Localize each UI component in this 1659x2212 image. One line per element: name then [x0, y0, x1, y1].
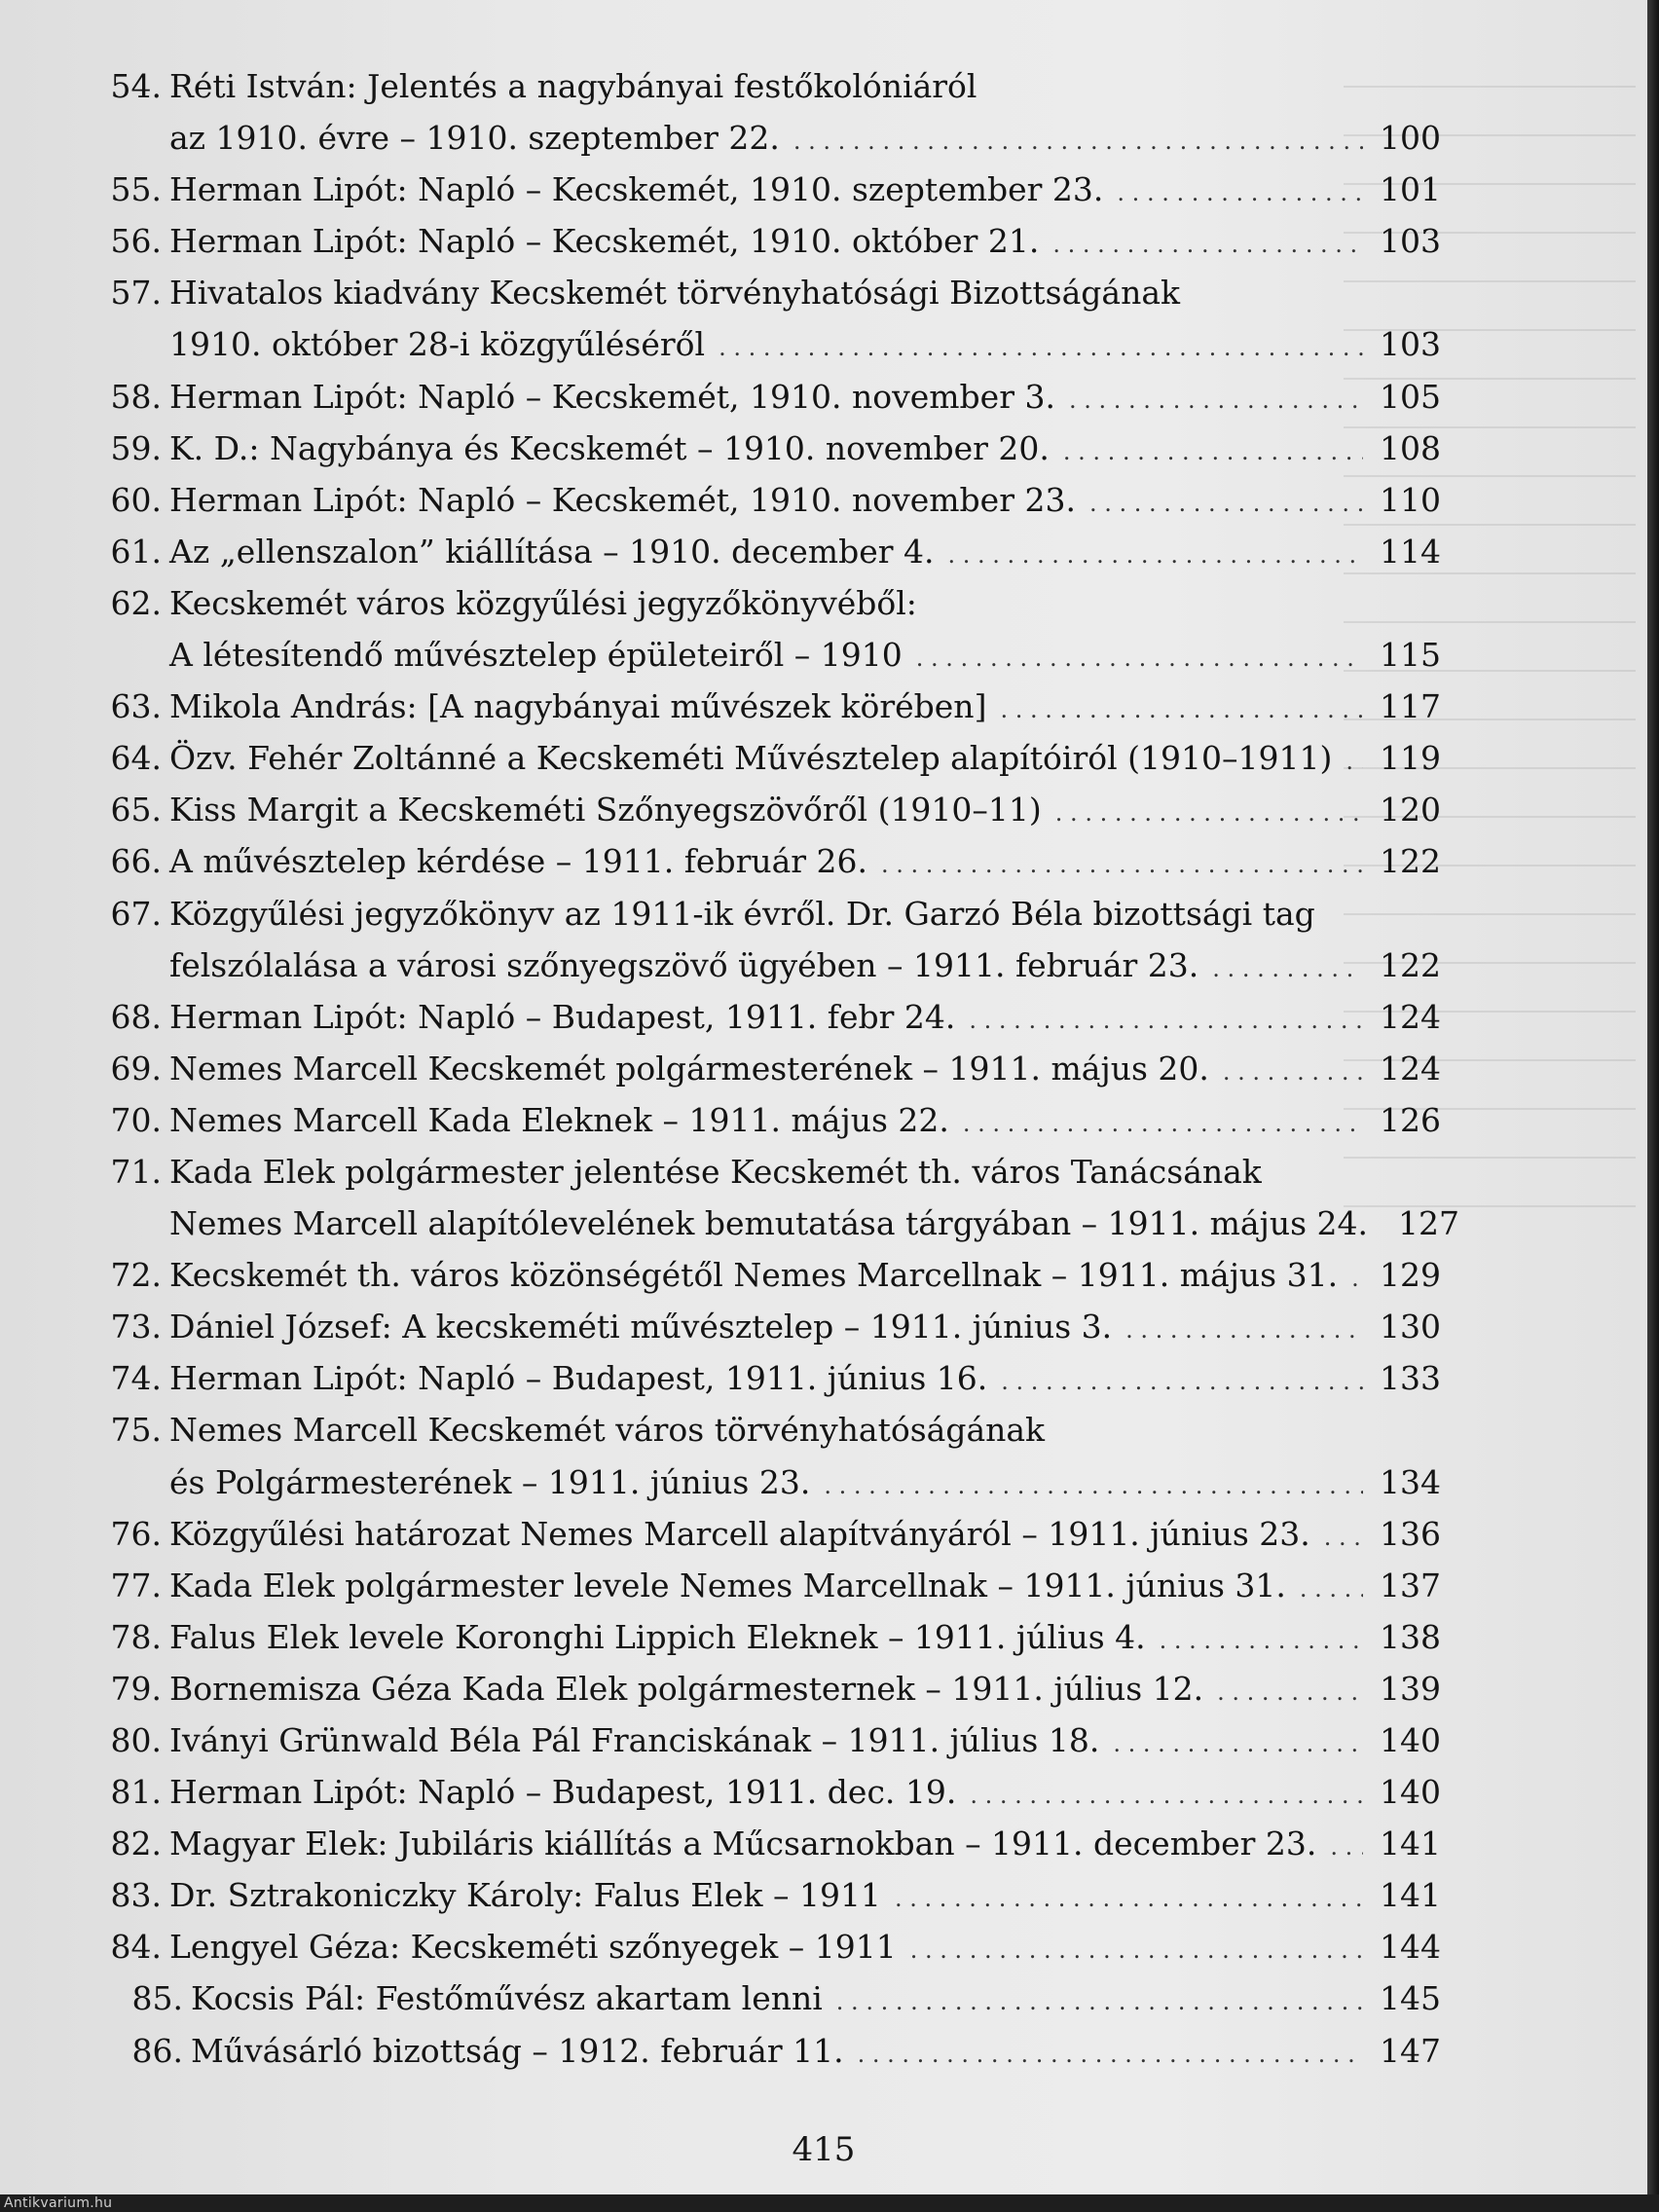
entry-title: Herman Lipót: Napló – Kecskemét, 1910. november 3. — [169, 377, 1055, 416]
entry-page-number: 110 — [1380, 480, 1441, 519]
dot-leader — [719, 318, 1363, 370]
toc-line — [107, 732, 1441, 784]
dot-leader — [963, 1094, 1363, 1146]
entry-number: 55. — [110, 170, 162, 209]
toc-line — [107, 835, 1441, 887]
toc-line — [107, 1921, 1441, 1972]
entry-title: Kocsis Pál: Festőművész akartam lenni — [191, 1979, 823, 2018]
entry-page-number: 126 — [1380, 1100, 1441, 1139]
book-edge-shadow — [1647, 0, 1659, 2212]
entry-page-number: 134 — [1380, 1462, 1441, 1501]
toc-line — [107, 318, 1441, 370]
toc-line — [107, 1146, 1441, 1198]
entry-page-number: 122 — [1380, 842, 1441, 881]
entry-page-number: 138 — [1380, 1617, 1441, 1656]
toc-line — [107, 629, 1441, 681]
entry-title: Herman Lipót: Napló – Budapest, 1911. június 16. — [169, 1359, 988, 1398]
entry-title: Falus Elek levele Koronghi Lippich Eleknek – 1911. július 4. — [169, 1617, 1146, 1656]
toc-line — [107, 1508, 1441, 1560]
entry-title: felszólalása a városi szőnyegszövő ügyében – 1911. február 23. — [169, 945, 1199, 984]
entry-number: 74. — [110, 1359, 162, 1398]
dot-leader — [895, 1869, 1363, 1921]
dot-leader — [1330, 1818, 1363, 1869]
toc-line — [107, 1560, 1441, 1611]
entry-page-number: 103 — [1380, 222, 1441, 261]
entry-page-number: 124 — [1380, 1049, 1441, 1088]
entry-title: Kecskemét város közgyűlési jegyzőkönyvéből: — [169, 583, 917, 622]
entry-page-number: 122 — [1380, 945, 1441, 984]
entry-number: 70. — [110, 1100, 162, 1139]
entry-number: 84. — [110, 1928, 162, 1967]
entry-number: 83. — [110, 1876, 162, 1915]
entry-number: 69. — [110, 1049, 162, 1088]
dot-leader — [1063, 423, 1363, 474]
entry-number: 82. — [110, 1825, 162, 1863]
entry-title: Kecskemét th. város közönségétől Nemes Marcellnak – 1911. május 31. — [169, 1256, 1339, 1295]
dot-leader — [1160, 1611, 1363, 1663]
entry-number: 77. — [110, 1566, 162, 1604]
entry-page-number: 101 — [1380, 170, 1441, 209]
toc-line — [107, 1869, 1441, 1921]
toc-line — [107, 164, 1441, 215]
entry-number: 71. — [110, 1152, 162, 1191]
toc-line — [107, 784, 1441, 835]
toc-line — [107, 1611, 1441, 1663]
dot-leader — [1125, 1301, 1363, 1352]
dot-leader — [1089, 474, 1363, 526]
entry-number: 62. — [110, 583, 162, 622]
entry-number: 66. — [110, 842, 162, 881]
entry-page-number: 124 — [1380, 997, 1441, 1036]
entry-number: 85. — [131, 1979, 183, 2018]
entry-title: az 1910. évre – 1910. szeptember 22. — [169, 119, 780, 158]
entry-title: Magyar Elek: Jubiláris kiállítás a Műcsarnokban – 1911. december 23. — [169, 1825, 1317, 1863]
entry-number: 63. — [110, 687, 162, 726]
entry-page-number: 115 — [1380, 636, 1441, 675]
dot-leader — [836, 1972, 1363, 2024]
entry-title: Nemes Marcell Kada Eleknek – 1911. május 22. — [169, 1100, 949, 1139]
entry-page-number: 141 — [1380, 1825, 1441, 1863]
entry-title: Iványi Grünwald Béla Pál Franciskának – 1911. július 18. — [169, 1721, 1100, 1759]
dot-leader — [1300, 1560, 1363, 1611]
entry-page-number: 127 — [1398, 1204, 1459, 1243]
entry-page-number: 105 — [1380, 377, 1441, 416]
dot-leader — [970, 1766, 1363, 1818]
entry-title: Özv. Fehér Zoltánné a Kecskeméti Művésztelep alapítóiról (1910–1911) — [169, 739, 1333, 778]
entry-number: 58. — [110, 377, 162, 416]
entry-title: A létesítendő művésztelep épületeiről – 1910 — [169, 636, 903, 675]
entry-number: 64. — [110, 739, 162, 778]
toc-line — [107, 1043, 1441, 1094]
entry-number: 78. — [110, 1617, 162, 1656]
entry-page-number: 117 — [1380, 687, 1441, 726]
entry-title: Művásárló bizottság – 1912. február 11. — [191, 2031, 844, 2070]
entry-page-number: 114 — [1380, 532, 1441, 571]
dot-leader — [1346, 732, 1363, 784]
entry-number: 54. — [110, 67, 162, 105]
entry-title: Nemes Marcell Kecskemét polgármesterének – 1911. május 20. — [169, 1049, 1209, 1088]
entry-number: 61. — [110, 532, 162, 571]
entry-title: Bornemisza Géza Kada Elek polgármesternek – 1911. július 12. — [169, 1669, 1204, 1708]
toc-line — [107, 577, 1441, 629]
dot-leader — [1351, 1249, 1363, 1301]
dot-leader — [1069, 371, 1363, 423]
entry-title: Lengyel Géza: Kecskeméti szőnyegek – 1911 — [169, 1928, 897, 1967]
dot-leader — [1324, 1508, 1363, 1560]
toc-line — [107, 1714, 1441, 1766]
entry-title: Herman Lipót: Napló – Budapest, 1911. dec. 19. — [169, 1773, 957, 1812]
entry-title: Közgyűlési határozat Nemes Marcell alapítványáról – 1911. június 23. — [169, 1514, 1310, 1553]
entry-title: Kiss Margit a Kecskeméti Szőnyegszövőről (1910–11) — [169, 791, 1042, 830]
toc-line — [107, 112, 1441, 164]
entry-title: Herman Lipót: Napló – Kecskemét, 1910. november 23. — [169, 480, 1076, 519]
entry-page-number: 100 — [1380, 119, 1441, 158]
dot-leader — [1052, 215, 1363, 267]
dot-leader — [793, 112, 1363, 164]
toc-line — [107, 1094, 1441, 1146]
toc-line — [107, 681, 1441, 732]
dot-leader — [1000, 681, 1363, 732]
dot-leader — [1117, 164, 1363, 215]
table-of-contents — [107, 60, 1459, 2077]
watermark: Antikvarium.hu — [0, 2194, 1659, 2212]
toc-line — [107, 1818, 1441, 1869]
dot-leader — [824, 1456, 1363, 1508]
entry-title: Kada Elek polgármester levele Nemes Marcellnak – 1911. június 31. — [169, 1566, 1286, 1604]
entry-title: Herman Lipót: Napló – Kecskemét, 1910. október 21. — [169, 222, 1040, 261]
entry-number: 86. — [131, 2031, 183, 2070]
entry-page-number: 140 — [1380, 1773, 1441, 1812]
dot-leader — [969, 991, 1363, 1043]
dot-leader — [1212, 940, 1363, 991]
toc-line — [107, 1456, 1441, 1508]
entry-title: Nemes Marcell Kecskemét város törvényhatóságának — [169, 1411, 1046, 1450]
dot-leader — [1055, 784, 1363, 835]
entry-page-number: 144 — [1380, 1928, 1441, 1967]
toc-line — [107, 2025, 1441, 2077]
entry-title: Herman Lipót: Napló – Kecskemét, 1910. szeptember 23. — [169, 170, 1104, 209]
entry-page-number: 140 — [1380, 1721, 1441, 1759]
toc-line — [107, 474, 1441, 526]
entry-page-number: 129 — [1380, 1256, 1441, 1295]
dot-leader — [1217, 1663, 1363, 1714]
entry-page-number: 120 — [1380, 791, 1441, 830]
toc-line — [107, 991, 1441, 1043]
entry-number: 56. — [110, 222, 162, 261]
dot-leader — [948, 526, 1364, 577]
entry-number: 68. — [110, 997, 162, 1036]
entry-page-number: 147 — [1380, 2031, 1441, 2070]
dot-leader — [1113, 1714, 1363, 1766]
toc-line — [107, 1352, 1441, 1404]
dot-leader — [910, 1921, 1363, 1972]
dot-leader — [1223, 1043, 1363, 1094]
toc-line — [107, 1404, 1441, 1456]
entry-title: Közgyűlési jegyzőkönyv az 1911-ik évről. Dr. Garzó Béla bizottsági tag — [169, 894, 1315, 933]
entry-number: 76. — [110, 1514, 162, 1553]
entry-number: 75. — [110, 1411, 162, 1450]
toc-line — [107, 215, 1441, 267]
entry-number: 57. — [110, 274, 162, 313]
toc-line — [107, 60, 1441, 112]
entry-title: Dr. Sztrakoniczky Károly: Falus Elek – 1911 — [169, 1876, 881, 1915]
entry-number: 72. — [110, 1256, 162, 1295]
entry-title: Dániel József: A kecskeméti művésztelep – 1911. június 3. — [169, 1308, 1113, 1346]
entry-page-number: 141 — [1380, 1876, 1441, 1915]
entry-title: Herman Lipót: Napló – Budapest, 1911. febr 24. — [169, 997, 956, 1036]
entry-title: Hivatalos kiadvány Kecskemét törvényhatósági Bizottságának — [169, 274, 1181, 313]
entry-title: A művésztelep kérdése – 1911. február 26. — [169, 842, 868, 881]
toc-line — [107, 371, 1441, 423]
entry-page-number: 130 — [1380, 1308, 1441, 1346]
toc-line — [107, 1663, 1441, 1714]
entry-page-number: 136 — [1380, 1514, 1441, 1553]
entry-number: 65. — [110, 791, 162, 830]
toc-line — [107, 1249, 1441, 1301]
toc-line — [107, 888, 1441, 940]
entry-title: Nemes Marcell alapítólevelének bemutatása tárgyában – 1911. május 24. — [169, 1204, 1368, 1243]
entry-number: 81. — [110, 1773, 162, 1812]
entry-title: Mikola András: [A nagybányai művészek körében] — [169, 687, 987, 726]
entry-page-number: 119 — [1380, 739, 1441, 778]
toc-line — [107, 940, 1441, 991]
entry-page-number: 108 — [1380, 428, 1441, 467]
entry-number: 59. — [110, 428, 162, 467]
toc-line — [107, 267, 1441, 318]
entry-number: 73. — [110, 1308, 162, 1346]
toc-line — [107, 526, 1441, 577]
entry-number: 60. — [110, 480, 162, 519]
dot-leader — [881, 835, 1363, 887]
toc-line — [107, 1972, 1441, 2024]
entry-number: 67. — [110, 894, 162, 933]
page-number: 415 — [792, 2130, 856, 2169]
entry-page-number: 139 — [1380, 1669, 1441, 1708]
entry-title: K. D.: Nagybánya és Kecskemét – 1910. november 20. — [169, 428, 1050, 467]
dot-leader — [1001, 1352, 1363, 1404]
entry-title: Kada Elek polgármester jelentése Kecskemét th. város Tanácsának — [169, 1152, 1262, 1191]
entry-page-number: 133 — [1380, 1359, 1441, 1398]
toc-line — [107, 1198, 1459, 1249]
entry-title: és Polgármesterének – 1911. június 23. — [169, 1462, 811, 1501]
entry-number: 80. — [110, 1721, 162, 1759]
toc-line — [107, 1766, 1441, 1818]
entry-page-number: 103 — [1380, 325, 1441, 364]
entry-number: 79. — [110, 1669, 162, 1708]
entry-title: Réti István: Jelentés a nagybányai festőkolóniáról — [169, 67, 977, 105]
entry-page-number: 145 — [1380, 1979, 1441, 2018]
entry-title: Az „ellenszalon” kiállítása – 1910. december 4. — [169, 532, 935, 571]
dot-leader — [916, 629, 1363, 681]
entry-page-number: 137 — [1380, 1566, 1441, 1604]
dot-leader — [858, 2025, 1363, 2077]
toc-line — [107, 1301, 1441, 1352]
toc-line — [107, 423, 1441, 474]
entry-title: 1910. október 28-i közgyűléséről — [169, 325, 706, 364]
